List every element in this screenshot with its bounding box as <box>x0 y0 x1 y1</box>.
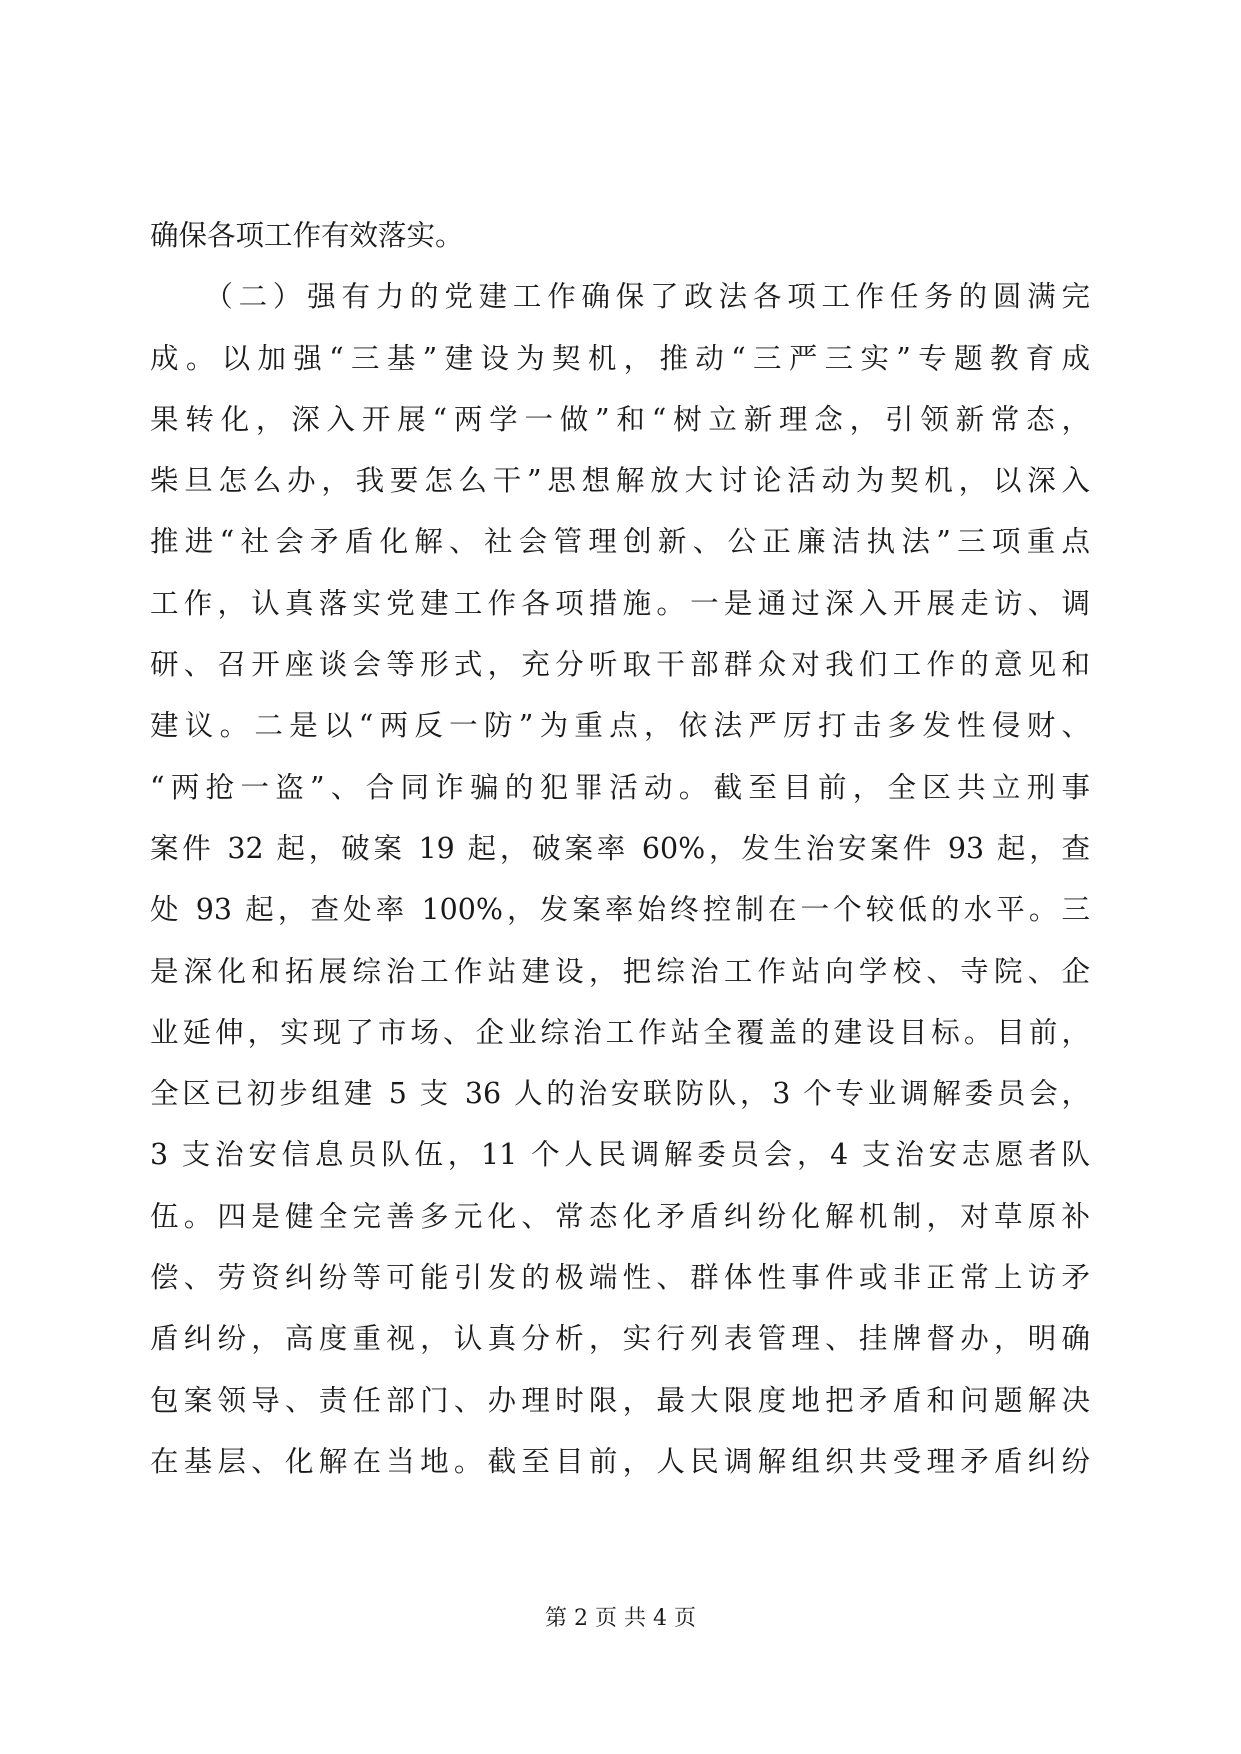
text-line: 推进“社会矛盾化解、社会管理创新、公正廉洁执法”三项重点 <box>150 525 1090 559</box>
text-line: 处 93 起，查处率 100%，发案率始终控制在一个较低的水平。三 <box>150 893 1090 927</box>
text-line: 全区已初步组建 5 支 36 人的治安联防队，3 个专业调解委员会， <box>150 1077 1090 1111</box>
text-line: （二）强有力的党建工作确保了政法各项工作任务的圆满完 <box>150 280 1090 314</box>
text-line: 3 支治安信息员队伍，11 个人民调解委员会，4 支治安志愿者队 <box>150 1138 1090 1172</box>
text-line: 成。以加强“三基”建设为契机，推动“三严三实”专题教育成 <box>150 341 1090 375</box>
text-line: 伍。四是健全完善多元化、常态化矛盾纠纷化解机制，对草原补 <box>150 1199 1090 1233</box>
text-line: 工作，认真落实党建工作各项措施。一是通过深入开展走访、调 <box>150 586 1090 620</box>
text-line: 包案领导、责任部门、办理时限，最大限度地把矛盾和问题解决 <box>150 1383 1090 1417</box>
text-line: 建议。二是以“两反一防”为重点，依法严厉打击多发性侵财、 <box>150 709 1090 743</box>
page-number-footer: 第 2 页 共 4 页 <box>545 1606 696 1631</box>
body-text <box>150 205 1090 1492</box>
text-line: 案件 32 起，破案 19 起，破案率 60%，发生治安案件 93 起，查 <box>150 831 1090 865</box>
text-line: 偿、劳资纠纷等可能引发的极端性、群体性事件或非正常上访矛 <box>150 1261 1090 1295</box>
text-line: 确保各项工作有效落实。 <box>150 219 464 252</box>
text-line: 果转化，深入开展“两学一做”和“树立新理念，引领新常态， <box>150 402 1090 436</box>
text-line: 柴旦怎么办，我要怎么干”思想解放大讨论活动为契机，以深入 <box>150 464 1090 498</box>
text-line: “两抢一盗”、合同诈骗的犯罪活动。截至目前，全区共立刑事 <box>150 770 1090 804</box>
text-line: 是深化和拓展综治工作站建设，把综治工作站向学校、寺院、企 <box>150 954 1090 988</box>
text-line: 盾纠纷，高度重视，认真分析，实行列表管理、挂牌督办，明确 <box>150 1322 1090 1356</box>
text-line: 研、召开座谈会等形式，充分听取干部群众对我们工作的意见和 <box>150 648 1090 682</box>
text-line: 业延伸，实现了市场、企业综治工作站全覆盖的建设目标。目前， <box>150 1015 1090 1049</box>
text-line: 在基层、化解在当地。截至目前，人民调解组织共受理矛盾纠纷 <box>150 1444 1090 1478</box>
